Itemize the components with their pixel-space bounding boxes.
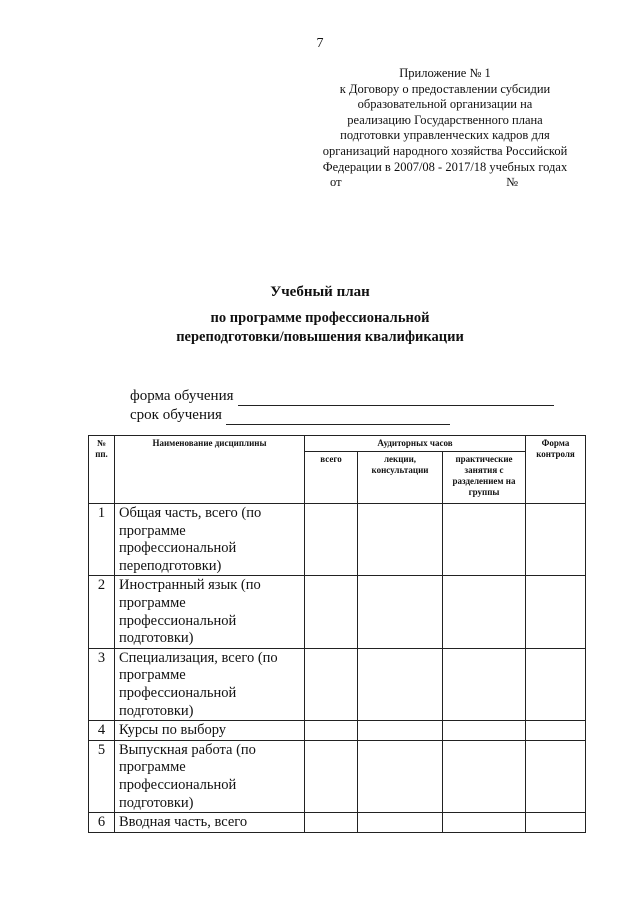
lecture-hours-cell: [358, 721, 443, 741]
appendix-line: к Договору о предоставлении субсидии: [339, 81, 551, 96]
study-form-blank-line: [238, 390, 554, 406]
total-hours-cell: [305, 740, 358, 812]
header-total: всего: [305, 452, 358, 504]
lecture-hours-cell: [358, 813, 443, 833]
control-form-cell: [526, 721, 586, 741]
curriculum-table: [88, 435, 586, 833]
page-number: 7: [316, 36, 324, 51]
appendix-line: организаций народного хозяйства Российской: [322, 143, 568, 158]
header-classroom-hours: Аудиторных часов: [305, 436, 526, 452]
total-hours-cell: [305, 504, 358, 576]
lecture-hours-cell: [358, 740, 443, 812]
practical-hours-cell: [443, 504, 526, 576]
total-hours-cell: [305, 576, 358, 648]
lecture-hours-cell: [358, 576, 443, 648]
table-row: [89, 576, 586, 648]
header-lectures: лекции, консультации: [358, 452, 443, 504]
appendix-header: [300, 66, 590, 191]
practical-hours-cell: [443, 740, 526, 812]
title-main: Учебный план: [270, 284, 370, 300]
practical-hours-cell: [443, 576, 526, 648]
form-fields: [130, 387, 554, 425]
appendix-date-number-line: [300, 175, 590, 191]
title-line-1: по программе профессиональной: [210, 310, 430, 326]
header-practical: практические занятия с разделением на группы: [443, 452, 526, 504]
appendix-line: реализацию Государственного плана: [347, 112, 543, 127]
row-number: 6: [89, 813, 115, 833]
study-period-field: [130, 406, 554, 425]
appendix-title: Приложение № 1: [399, 66, 491, 80]
appendix-line: подготовки управленческих кадров для: [340, 128, 550, 143]
discipline-name: Вводная часть, всего: [115, 813, 305, 833]
discipline-name: Курсы по выбору: [115, 721, 305, 741]
practical-hours-cell: [443, 648, 526, 720]
control-form-cell: [526, 504, 586, 576]
table-row: [89, 740, 586, 812]
study-period-label: срок обучения: [130, 407, 222, 423]
row-number: 1: [89, 504, 115, 576]
row-number: 2: [89, 576, 115, 648]
control-form-cell: [526, 813, 586, 833]
lecture-hours-cell: [358, 504, 443, 576]
header-discipline: Наименование дисциплины: [115, 436, 305, 504]
control-form-cell: [526, 576, 586, 648]
table-row: [89, 813, 586, 833]
document-title: [0, 284, 640, 347]
title-line-2: переподготовки/повышения квалификации: [176, 329, 464, 345]
total-hours-cell: [305, 648, 358, 720]
study-form-label: форма обучения: [130, 388, 234, 404]
appendix-line: образовательной организации на: [357, 97, 533, 112]
date-prefix: от: [330, 175, 342, 190]
table-row: [89, 504, 586, 576]
total-hours-cell: [305, 813, 358, 833]
number-prefix: №: [506, 175, 518, 190]
practical-hours-cell: [443, 813, 526, 833]
header-number: № пп.: [89, 436, 115, 504]
row-number: 5: [89, 740, 115, 812]
appendix-line: Федерации в 2007/08 - 2017/18 учебных годах: [322, 159, 568, 174]
control-form-cell: [526, 740, 586, 812]
discipline-name: Выпускная работа (по программе профессиональной подготовки): [115, 740, 305, 812]
row-number: 4: [89, 721, 115, 741]
study-form-field: [130, 387, 554, 406]
table-row: [89, 648, 586, 720]
study-period-blank-line: [226, 409, 450, 425]
table-row: [89, 721, 586, 741]
lecture-hours-cell: [358, 648, 443, 720]
control-form-cell: [526, 648, 586, 720]
header-control-form: Форма контроля: [526, 436, 586, 504]
discipline-name: Специализация, всего (по программе профессиональной подготовки): [115, 648, 305, 720]
discipline-name: Иностранный язык (по программе профессиональной подготовки): [115, 576, 305, 648]
practical-hours-cell: [443, 721, 526, 741]
discipline-name: Общая часть, всего (по программе профессиональной переподготовки): [115, 504, 305, 576]
total-hours-cell: [305, 721, 358, 741]
row-number: 3: [89, 648, 115, 720]
